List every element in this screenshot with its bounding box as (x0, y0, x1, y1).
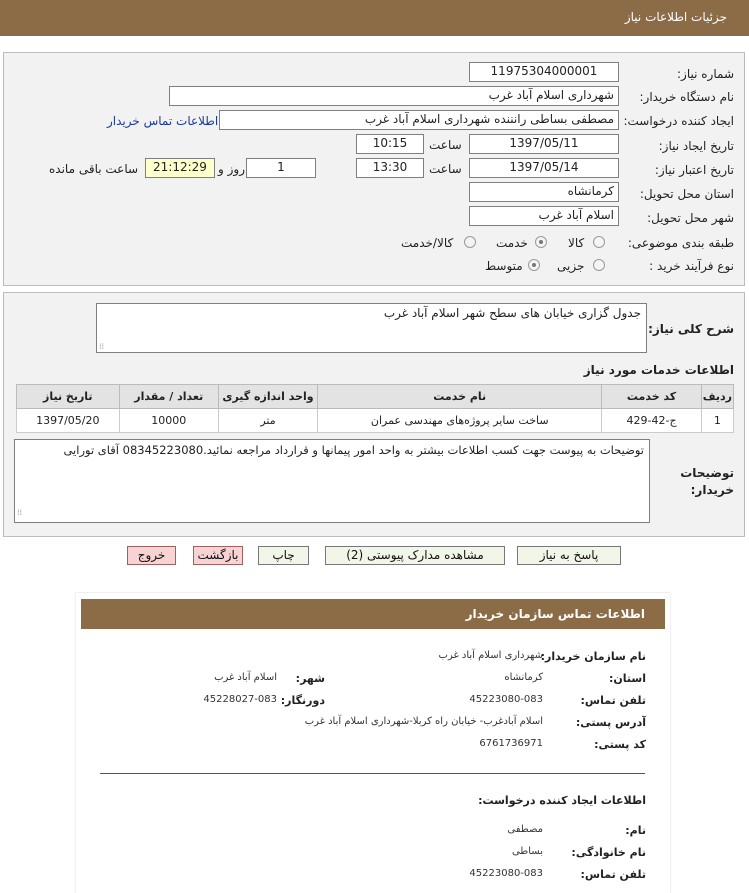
contact-address-label: آدرس پستی: (575, 716, 646, 729)
view-documents-button[interactable]: مشاهده مدارک پیوستی (2) (325, 546, 505, 565)
remaining-label: ساعت باقی مانده (49, 162, 139, 176)
category-option-goods: کالا (568, 236, 585, 250)
category-radio-goods-service[interactable] (464, 236, 476, 248)
created-date-label: تاریخ ایجاد نیاز: (658, 139, 734, 153)
contact-fax-label: دورنگار: (280, 694, 325, 707)
buyer-org-field: شهرداری اسلام آباد غرب (169, 86, 619, 106)
contact-province-label: استان: (609, 672, 646, 685)
contact-fax-value: 45228027-083 (203, 694, 277, 705)
contact-phone-value: 45223080-083 (469, 694, 543, 705)
creator-family-label: نام خانوادگی: (571, 846, 646, 859)
cell-row: 1 (701, 409, 733, 433)
validity-date-label: تاریخ اعتبار نیاز: (654, 163, 734, 177)
creator-name-label: نام: (625, 824, 646, 837)
resize-grip-icon: ⁞⁞ (99, 342, 105, 351)
page-header (0, 0, 749, 36)
contact-address-value: اسلام آبادغرب- خیابان راه کربلا-شهرداری اسلام آباد غرب (304, 716, 543, 727)
category-label: طبقه بندی موضوعی: (627, 236, 734, 250)
days-label: روز و (218, 162, 245, 176)
contact-province-value: کرمانشاه (504, 672, 543, 683)
days-field: 1 (246, 158, 316, 178)
services-title: اطلاعات خدمات مورد نیاز (583, 363, 734, 377)
need-number-field: 11975304000001 (469, 62, 619, 82)
reply-button[interactable]: پاسخ به نیاز (517, 546, 621, 565)
category-option-goods-service: کالا/خدمت (401, 236, 454, 250)
contact-postal-value: 6761736971 (479, 738, 543, 749)
contact-org-value: شهرداری اسلام آباد غرب (438, 650, 543, 661)
created-time-field: 10:15 (356, 134, 424, 154)
validity-time-field: 13:30 (356, 158, 424, 178)
category-radio-service[interactable] (535, 236, 547, 248)
summary-label: شرح کلی نیاز: (648, 322, 734, 336)
col-unit: واحد اندازه گیری (218, 385, 317, 409)
buyer-contact-link[interactable]: اطلاعات تماس خریدار (107, 114, 219, 128)
summary-text: جدول گزاری خیابان های سطح شهر اسلام آباد غرب (383, 306, 641, 320)
print-button[interactable]: چاپ (258, 546, 309, 565)
contact-postal-label: کد پستی: (594, 738, 646, 751)
col-date: تاریخ نیاز (17, 385, 120, 409)
col-code: کد خدمت (602, 385, 701, 409)
buyer-contact-card (76, 593, 670, 893)
process-radio-minor[interactable] (593, 259, 605, 271)
requester-label: ایجاد کننده درخواست: (623, 114, 734, 128)
cell-code: ج-42-429 (602, 409, 701, 433)
created-date-field: 1397/05/11 (469, 134, 619, 154)
creator-phone-label: تلفن تماس: (580, 868, 646, 881)
table-row (17, 409, 734, 433)
col-name: نام خدمت (318, 385, 602, 409)
creator-phone-value: 45223080-083 (469, 868, 543, 879)
process-option-medium: متوسط (485, 259, 523, 273)
page-title: جزئیات اطلاعات نیاز (624, 10, 727, 24)
created-time-label: ساعت (429, 138, 462, 152)
cell-unit: متر (218, 409, 317, 433)
buyer-notes-label: توضیحات خریدار: (680, 466, 734, 497)
cell-date: 1397/05/20 (17, 409, 120, 433)
category-radio-goods[interactable] (593, 236, 605, 248)
creator-name-value: مصطفی (507, 824, 543, 835)
summary-textarea[interactable] (96, 303, 647, 353)
process-option-minor: جزیی (557, 259, 585, 273)
province-field: کرمانشاه (469, 182, 619, 202)
contact-card-title: اطلاعات تماس سازمان خریدار (465, 607, 645, 621)
validity-time-label: ساعت (429, 162, 462, 176)
buyer-notes-textarea[interactable] (14, 439, 650, 523)
contact-phone-label: تلفن تماس: (580, 694, 646, 707)
requester-field: مصطفی بساطی رانننده شهرداری اسلام آباد غرب (219, 110, 619, 130)
province-label: استان محل تحویل: (639, 187, 734, 201)
creator-family-value: بساطی (511, 846, 543, 857)
category-option-service: خدمت (496, 236, 528, 250)
need-number-label: شماره نیاز: (677, 67, 734, 81)
process-label: نوع فرآیند خرید : (649, 259, 734, 273)
services-table (16, 384, 734, 433)
buyer-notes-text: توضیحات به پیوست جهت کسب اطلاعات بیشتر به واحد امور پیمانها و قرارداد مراجعه نمائید.08345223080 آقای تورایی (63, 443, 644, 457)
city-label: شهر محل تحویل: (647, 211, 734, 225)
services-header-row (17, 385, 734, 409)
city-field: اسلام آباد غرب (469, 206, 619, 226)
resize-grip-icon: ⁞⁞ (17, 508, 23, 517)
back-button[interactable]: بازگشت (193, 546, 243, 565)
col-row: ردیف (701, 385, 733, 409)
buyer-org-label: نام دستگاه خریدار: (639, 90, 734, 104)
need-details-panel (3, 52, 745, 286)
contact-city-value: اسلام آباد غرب (214, 672, 277, 683)
divider (100, 773, 645, 774)
cell-qty: 10000 (119, 409, 218, 433)
contact-org-label: نام سازمان خریدار: (540, 650, 646, 663)
validity-date-field: 1397/05/14 (469, 158, 619, 178)
col-qty: تعداد / مقدار (119, 385, 218, 409)
creator-section-title: اطلاعات ایجاد کننده درخواست: (478, 794, 646, 807)
process-radio-medium[interactable] (528, 259, 540, 271)
contact-city-label: شهر: (295, 672, 325, 685)
remaining-time-field: 21:12:29 (145, 158, 215, 178)
cell-name: ساخت سایر پروژه‌های مهندسی عمران (318, 409, 602, 433)
services-panel (3, 292, 745, 537)
exit-button[interactable]: خروج (127, 546, 176, 565)
contact-card-header (81, 599, 665, 629)
